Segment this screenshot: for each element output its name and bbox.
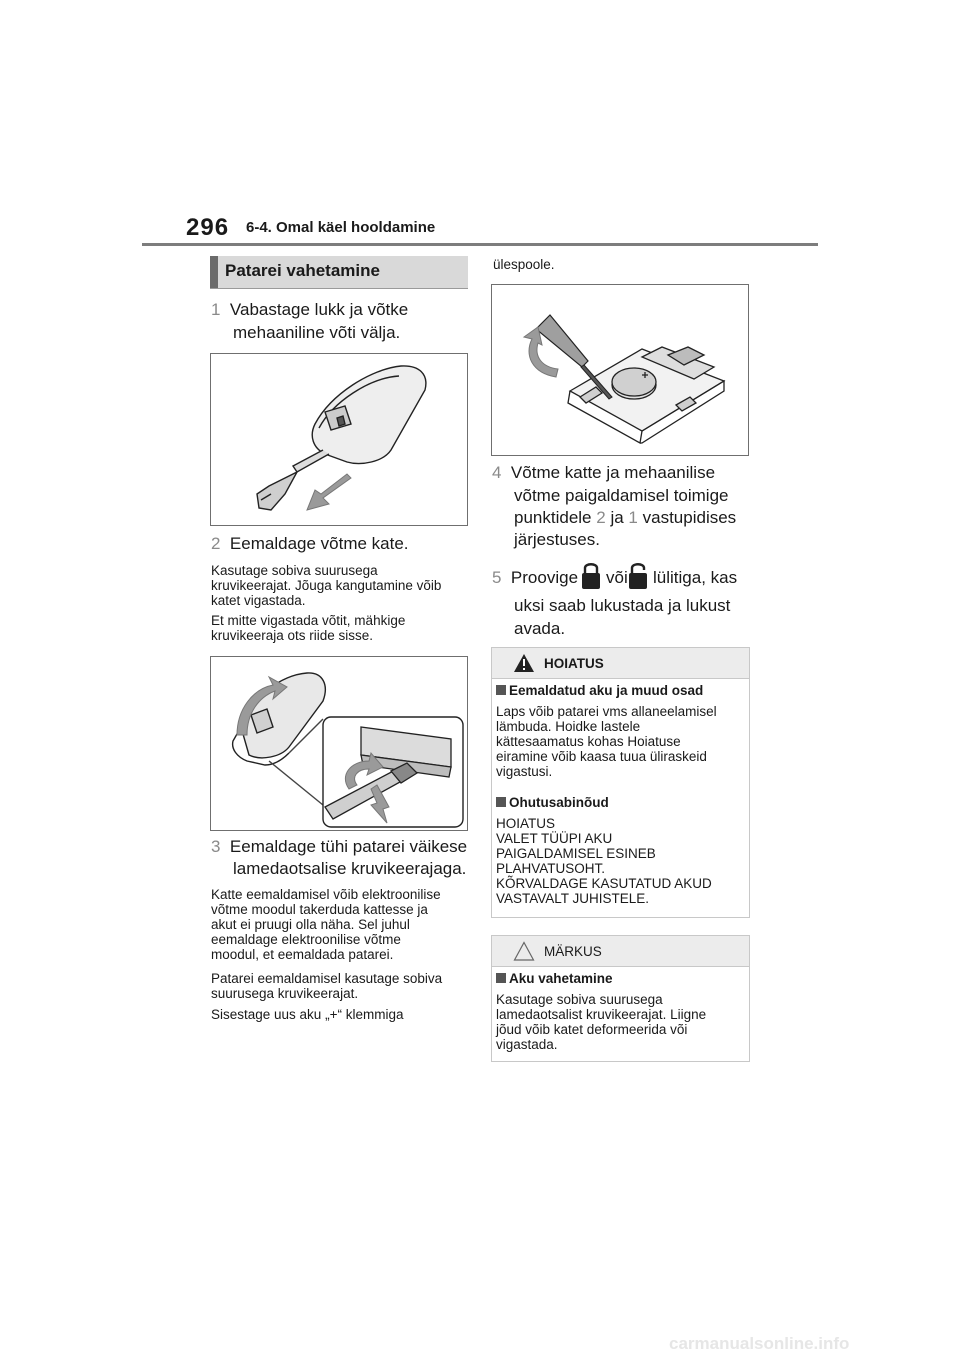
subheading-text: Aku vahetamine — [509, 971, 613, 986]
body-line: HOIATUS — [496, 816, 556, 831]
warning-subheading — [496, 795, 712, 810]
notice-box — [491, 935, 750, 1062]
note-line: moodul, et eemaldada patarei. — [211, 947, 394, 962]
watermark: carmanualsonline.info — [669, 1334, 850, 1353]
square-bullet-icon — [496, 685, 506, 695]
step-1-line-2: mehaaniline võti välja. — [233, 323, 401, 342]
note-line: kruvikeeraja ots riide sisse. — [211, 628, 374, 643]
step-3-note-1 — [211, 887, 441, 962]
chapter-title: 6-4. Omal käel hooldamine — [246, 219, 436, 236]
note-line: kruvikeerajat. Jõuga kangutamine võib — [211, 578, 442, 593]
step-reference: 1 — [628, 508, 638, 527]
step-2-note-2 — [211, 613, 405, 643]
note-line: katet vigastada. — [211, 593, 306, 608]
step-3-note-continuation: ülespoole. — [493, 257, 555, 272]
warning-body — [496, 816, 712, 906]
unlock-icon — [627, 559, 649, 591]
step-5-line-2: uksi saab lukustada ja lukust — [514, 596, 731, 615]
warning-body — [496, 704, 717, 779]
warning-header — [492, 648, 749, 679]
key-fob-illustration — [211, 354, 467, 525]
note-line: Patarei eemaldamisel kasutage sobiva — [211, 971, 443, 986]
notice-triangle-icon — [513, 941, 535, 961]
note-line: eemaldage elektroonilise võtme — [211, 932, 401, 947]
body-line: jõud võib katet deformeerida või — [496, 1022, 688, 1037]
step-number: 3 — [211, 837, 221, 856]
step-number: 4 — [492, 463, 502, 482]
body-line: lamedaotsalist kruvikeerajat. Liigne — [496, 1007, 707, 1022]
body-line: kättesaamatus kohas Hoiatuse — [496, 734, 681, 749]
step-5-or: või — [606, 568, 628, 587]
step-text: ja — [610, 508, 624, 527]
step-text: Vabastage lukk ja võtke — [229, 300, 409, 319]
figure-remove-battery — [491, 284, 749, 456]
page-number: 296 — [186, 214, 230, 241]
step-reference: 2 — [596, 508, 606, 527]
warning-section-2 — [496, 795, 712, 906]
notice-section-1 — [496, 971, 706, 1052]
step-text: punktidele — [514, 508, 592, 527]
step-text: vastupidises — [642, 508, 737, 527]
warning-section-1 — [496, 683, 717, 779]
figure-remove-mechanical-key — [210, 353, 468, 526]
step-number: 2 — [211, 534, 221, 553]
step-text: Eemaldage võtme kate. — [229, 534, 409, 553]
note-line: Kasutage sobiva suurusega — [211, 563, 378, 578]
section-title: Patarei vahetamine — [225, 261, 380, 280]
step-3 — [211, 835, 467, 859]
step-2 — [211, 532, 409, 556]
square-bullet-icon — [496, 797, 506, 807]
section-underline — [210, 288, 468, 289]
step-5-line-3: avada. — [514, 619, 566, 638]
header-rule — [142, 243, 818, 246]
warning-subheading — [496, 683, 717, 698]
subheading-text: Eemaldatud aku ja muud osad — [509, 683, 704, 698]
body-line: VALET TÜÜPI AKU — [496, 831, 613, 846]
section-heading — [210, 256, 468, 288]
step-number: 5 — [492, 568, 502, 587]
note-line: Katte eemaldamisel võib elektroonilise — [211, 887, 441, 902]
notice-subheading — [496, 971, 706, 986]
step-5-line-1-end: lülitiga, kas — [653, 568, 738, 587]
body-line: PLAHVATUSOHT. — [496, 861, 606, 876]
warning-triangle-icon — [513, 653, 535, 673]
key-cover-illustration — [211, 657, 467, 830]
body-line: vigastada. — [496, 1037, 558, 1052]
notice-header — [492, 936, 749, 967]
body-line: VASTAVALT JUHISTELE. — [496, 891, 650, 906]
body-line: eiramine võib kaasa tuua üliraskeid — [496, 749, 707, 764]
step-2-note-1 — [211, 563, 441, 608]
square-bullet-icon — [496, 973, 506, 983]
step-4 — [492, 461, 715, 485]
step-4-line-3 — [514, 506, 736, 530]
step-text: Eemaldage tühi patarei väikese — [229, 837, 468, 856]
step-1 — [211, 298, 408, 322]
note-line: võtme moodul takerduda kattesse ja — [211, 902, 428, 917]
notice-body — [496, 992, 706, 1052]
body-line: Kasutage sobiva suurusega — [496, 992, 663, 1007]
step-4-line-4: järjestuses. — [514, 530, 600, 549]
lock-icon — [580, 559, 602, 591]
step-5 — [492, 566, 578, 590]
battery-removal-illustration — [492, 285, 748, 455]
body-line: lämbuda. Hoidke lastele — [496, 719, 641, 734]
note-line: suurusega kruvikeerajat. — [211, 986, 359, 1001]
body-line: Laps võib patarei vms allaneelamisel — [496, 704, 717, 719]
figure-remove-key-cover — [210, 656, 468, 831]
warning-title: HOIATUS — [544, 656, 604, 671]
step-text: Proovige — [510, 568, 579, 587]
subheading-text: Ohutusabinõud — [509, 795, 609, 810]
body-line: PAIGALDAMISEL ESINEB — [496, 846, 656, 861]
step-number: 1 — [211, 300, 221, 319]
screwdriver-handle — [536, 315, 588, 367]
note-line: Et mitte vigastada võtit, mähkige — [211, 613, 406, 628]
body-line: vigastusi. — [496, 764, 553, 779]
step-3-note-2 — [211, 971, 442, 1001]
note-line: akut ei pruugi olla näha. Sel juhul — [211, 917, 410, 932]
step-3-line-2: lamedaotsalise kruvikeerajaga. — [233, 859, 467, 878]
notice-title: MÄRKUS — [544, 944, 602, 959]
step-text: Võtme katte ja mehaanilise — [510, 463, 716, 482]
step-4-line-2: võtme paigaldamisel toimige — [514, 486, 729, 505]
arrow-icon — [307, 474, 351, 510]
warning-box — [491, 647, 750, 918]
step-3-note-3: Sisestage uus aku „+“ klemmiga — [211, 1007, 404, 1022]
body-line: KÕRVALDAGE KASUTATUD AKUD — [496, 876, 712, 891]
